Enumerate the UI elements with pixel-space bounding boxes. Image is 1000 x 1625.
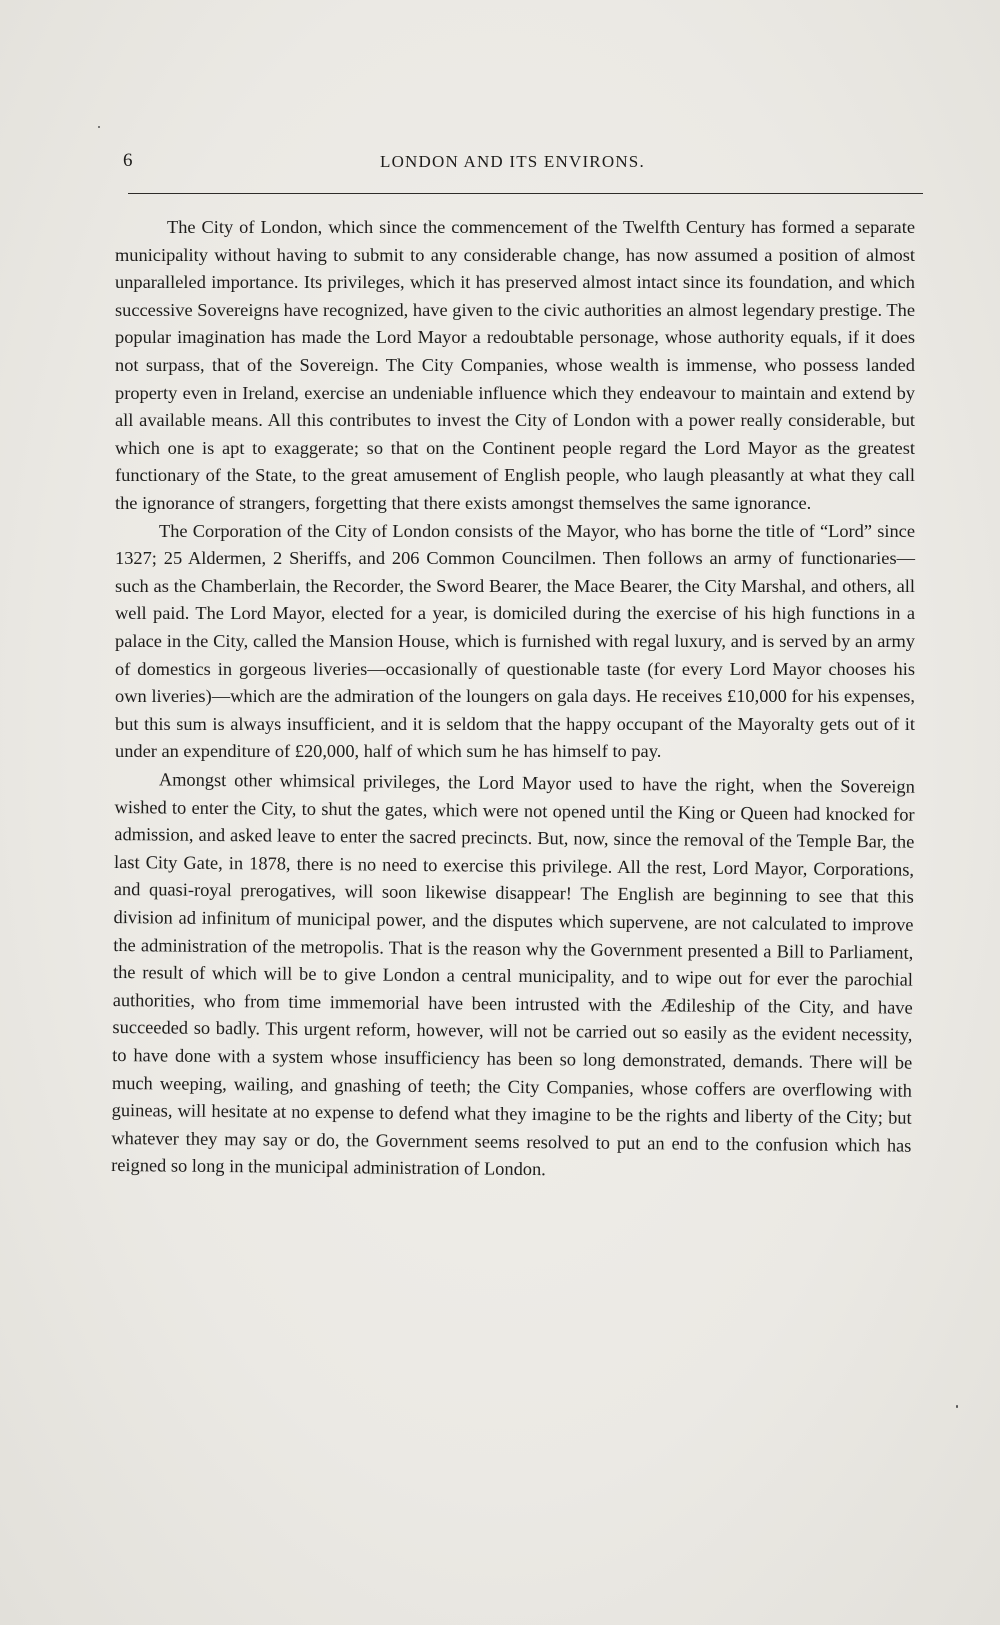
body-text xyxy=(111,214,915,1180)
paragraph-corporation: The Corporation of the City of London consists of the Mayor, who has borne the title of “Lord” since 1327; 25 Aldermen, 2 Sheriffs, and 206 Common Councilmen. Then follows an army of functionaries—such as the Chamberlain, the Recorder, the Sword Bearer, the Mace Bearer, the City Marshal, and others, all well paid. The Lord Mayor, elected for a year, is domiciled during the exercise of his high functions in a palace in the City, called the Mansion House, which is furnished with regal luxury, and is served by an army of domestics in gorgeous liveries—occasionally of questionable taste (for every Lord Mayor chooses his own liveries)—which are the admiration of the loungers on gala days. He receives £10,000 for his expenses, but this sum is always insufficient, and it is seldom that the happy occupant of the Mayoralty gets out of it under an expenditure of £20,000, half of which sum he has himself to pay. xyxy=(115,520,915,762)
paragraph-city-of-london: The City of London, which since the commencement of the Twelfth Century has formed a separate municipality without having to submit to any considerable change, has now assumed a position of almost unparalleled importance. Its privileges, which it has preserved almost intact since its foundation, and which successive Sovereigns have recognized, have given to the civic authorities an almost legendary prestige. The popular imagination has made the Lord Mayor a redoubtable personage, whose authority equals, if it does not surpass, that of the Sovereign. The City Companies, whose wealth is immense, who possess landed property even in Ireland, exercise an undeniable influence which they endeavour to maintain and extend by all available means. All this contributes to invest the City of London with a power really considerable, but which one is apt to exaggerate; so that on the Continent people regard the Lord Mayor as the greatest functionary of the State, to the great amusement of English people, who laugh pleasantly at what they call the ignorance of strangers, forgetting that there exists amongst themselves the same ignorance. xyxy=(115,217,915,513)
page-number: 6 xyxy=(123,150,133,171)
running-title: LONDON AND ITS ENVIRONS. xyxy=(380,152,645,171)
paragraph-privileges: Amongst other whimsical privileges, the Lord Mayor used to have the right, when the Sovereign wished to enter the City, to shut the gates, which were not opened until the King or Queen had knocked for admission, and asked leave to enter the sacred precincts. But, now, since the removal of the Temple Bar, the last City Gate, in 1878, there is no need to exercise this privilege. All the rest, Lord Mayor, Corporations, and quasi-royal prerogatives, will soon likewise disappear! The English are beginning to see that this division ad infinitum of municipal power, and the disputes which supervene, are not calculated to improve the administration of the metropolis. That is the reason why the Government presented a Bill to Parliament, the result of which will be to give London a central municipality, and to wipe out for ever the parochial authorities, who from time immemorial have been intrusted with the Ædileship of the City, and have succeeded so badly. This urgent reform, however, will not be carried out so easily as the evident necessity, to have done with a system whose insufficiency has been so long demonstrated, demands. There will be much weeping, wailing, and gnashing of teeth; the City Companies, whose coffers are overflowing with guineas, will hesitate at no expense to defend what they imagine to be the rights and liberty of the City; but whatever they may say or do, the Government seems resolved to put an end to the confusion which has reigned so long in the municipal administration of London. xyxy=(111,769,915,1180)
header-rule xyxy=(128,193,923,194)
scan-speck xyxy=(98,126,100,128)
scan-speck xyxy=(956,1405,958,1408)
